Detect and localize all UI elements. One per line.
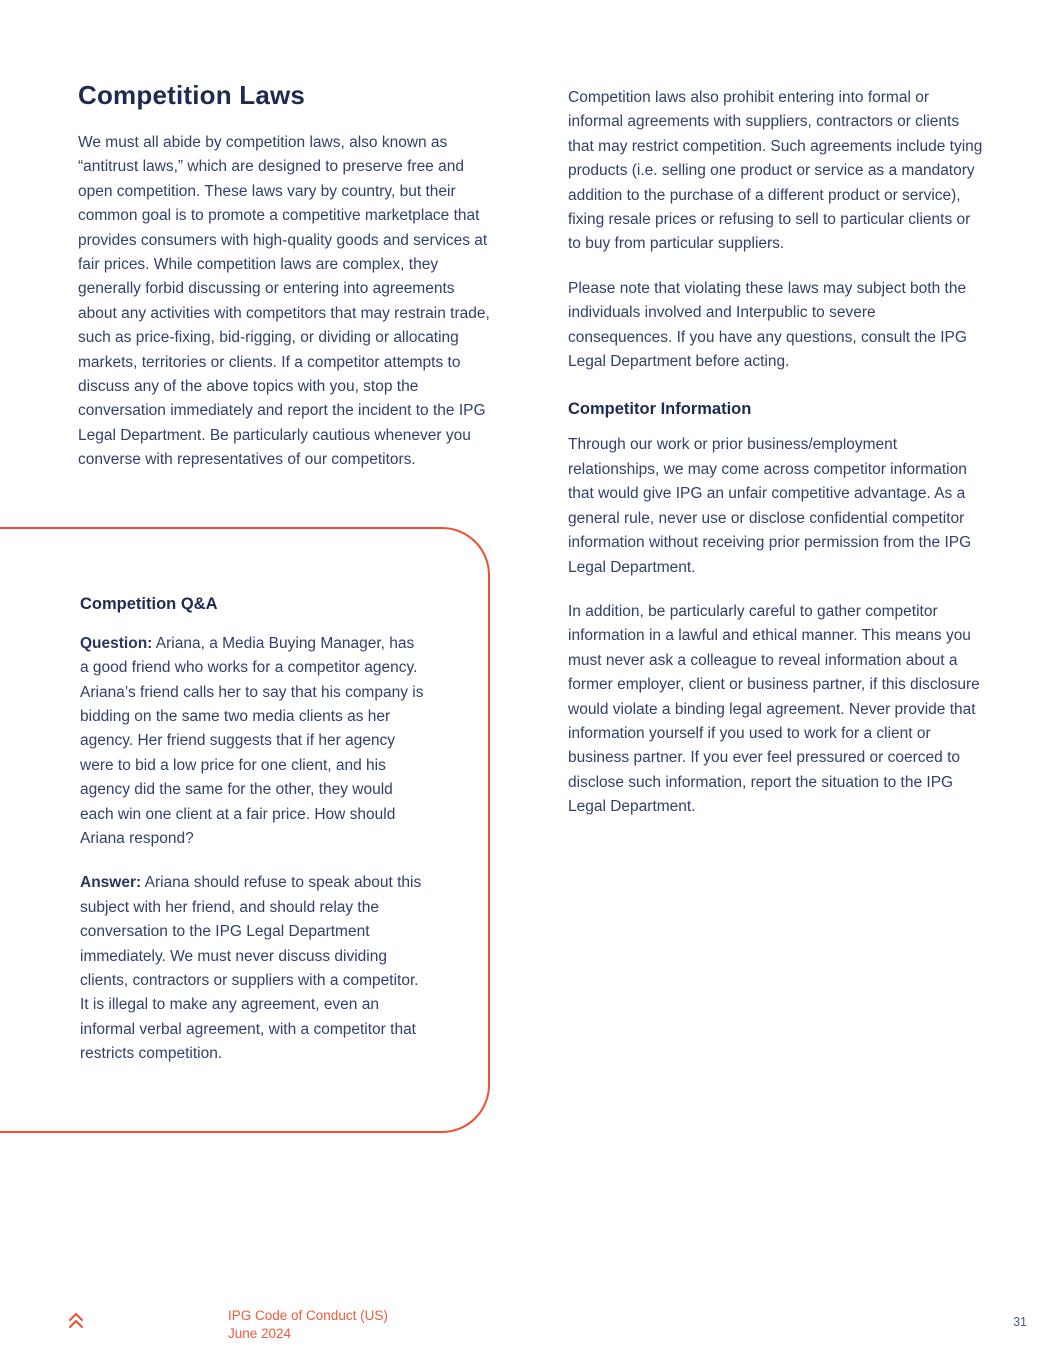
double-chevron-up-icon bbox=[65, 1319, 87, 1334]
back-to-top-button[interactable] bbox=[64, 1311, 88, 1333]
footer-doc-title: IPG Code of Conduct (US) bbox=[228, 1308, 388, 1323]
qa-heading: Competition Q&A bbox=[80, 594, 218, 613]
question-text: Ariana, a Media Buying Manager, has a good friend who works for a competitor agency. Ariana’s friend calls her to say that his company is bidding on the same two media clients as her agency. Her friend suggests that if her agency were to bid a low price for one client, and his agency did the same for the other, they would each win one client at a fair price. How should Ariana respond? bbox=[80, 634, 424, 847]
right-paragraph-1: Competition laws also prohibit entering into formal or informal agreements with suppliers, contractors or clients that may restrict competition. Such agreements include tying products (i.e. selling one product or service as a mandatory addition to the purchase of a different product or service), fixing resale prices or refusing to sell to particular clients or to buy from particular suppliers. bbox=[568, 89, 983, 253]
left-column bbox=[78, 80, 490, 1133]
page-footer bbox=[0, 1305, 1055, 1349]
qa-question bbox=[80, 632, 426, 852]
qa-callout-box bbox=[0, 527, 490, 1133]
right-column bbox=[568, 86, 984, 840]
qa-answer bbox=[80, 871, 426, 1066]
answer-text: Ariana should refuse to speak about this subject with her friend, and should relay the conversation to the IPG Legal Department immediately. We must never discuss dividing clients, contractors or suppliers with a competitor. It is illegal to make any agreement, even an informal verbal agreement, with a competitor that restricts competition. bbox=[80, 874, 422, 1063]
right-paragraph-2: Please note that violating these laws may subject both the individuals involved and Interpublic to severe consequences. If you have any questions, consult the IPG Legal Department before acting. bbox=[568, 279, 967, 371]
page-number: 31 bbox=[1013, 1315, 1027, 1329]
footer-date: June 2024 bbox=[228, 1326, 292, 1341]
right-paragraph-4: In addition, be particularly careful to gather competitor information in a lawful and ethical manner. This means you must never ask a colleague to reveal information about a former employer, client or business partner, if this disclosure would violate a binding legal agreement. Never provide that information yourself if you used to work for a client or business partner. If you ever feel pressured or coerced to disclose such information, report the situation to the IPG Legal Department. bbox=[568, 602, 980, 816]
right-paragraph-3: Through our work or prior business/employment relationships, we may come across competitor information that would give IPG an unfair competitive advantage. As a general rule, never use or disclose confidential competitor information without receiving prior permission from the IPG Legal Department. bbox=[568, 436, 972, 576]
answer-label: Answer: bbox=[80, 874, 142, 892]
footer-meta bbox=[228, 1307, 388, 1343]
competitor-information-heading: Competitor Information bbox=[568, 400, 752, 419]
question-label: Question: bbox=[80, 634, 153, 652]
intro-paragraph: We must all abide by competition laws, also known as “antitrust laws,” which are designed to preserve free and open competition. These laws vary by country, but their common goal is to promote a competitive marketplace that provides consumers with high-quality goods and services at fair prices. While competition laws are complex, they generally forbid discussing or entering into agreements about any activities with competitors that may restrain trade, such as price-fixing, bid-rigging, or dividing or allocating markets, territories or clients. If a competitor attempts to discuss any of the above topics with you, stop the conversation immediately and report the incident to the IPG Legal Department. Be particularly cautious whenever you converse with representatives of our competitors. bbox=[78, 134, 490, 469]
page-title: Competition Laws bbox=[78, 80, 306, 110]
